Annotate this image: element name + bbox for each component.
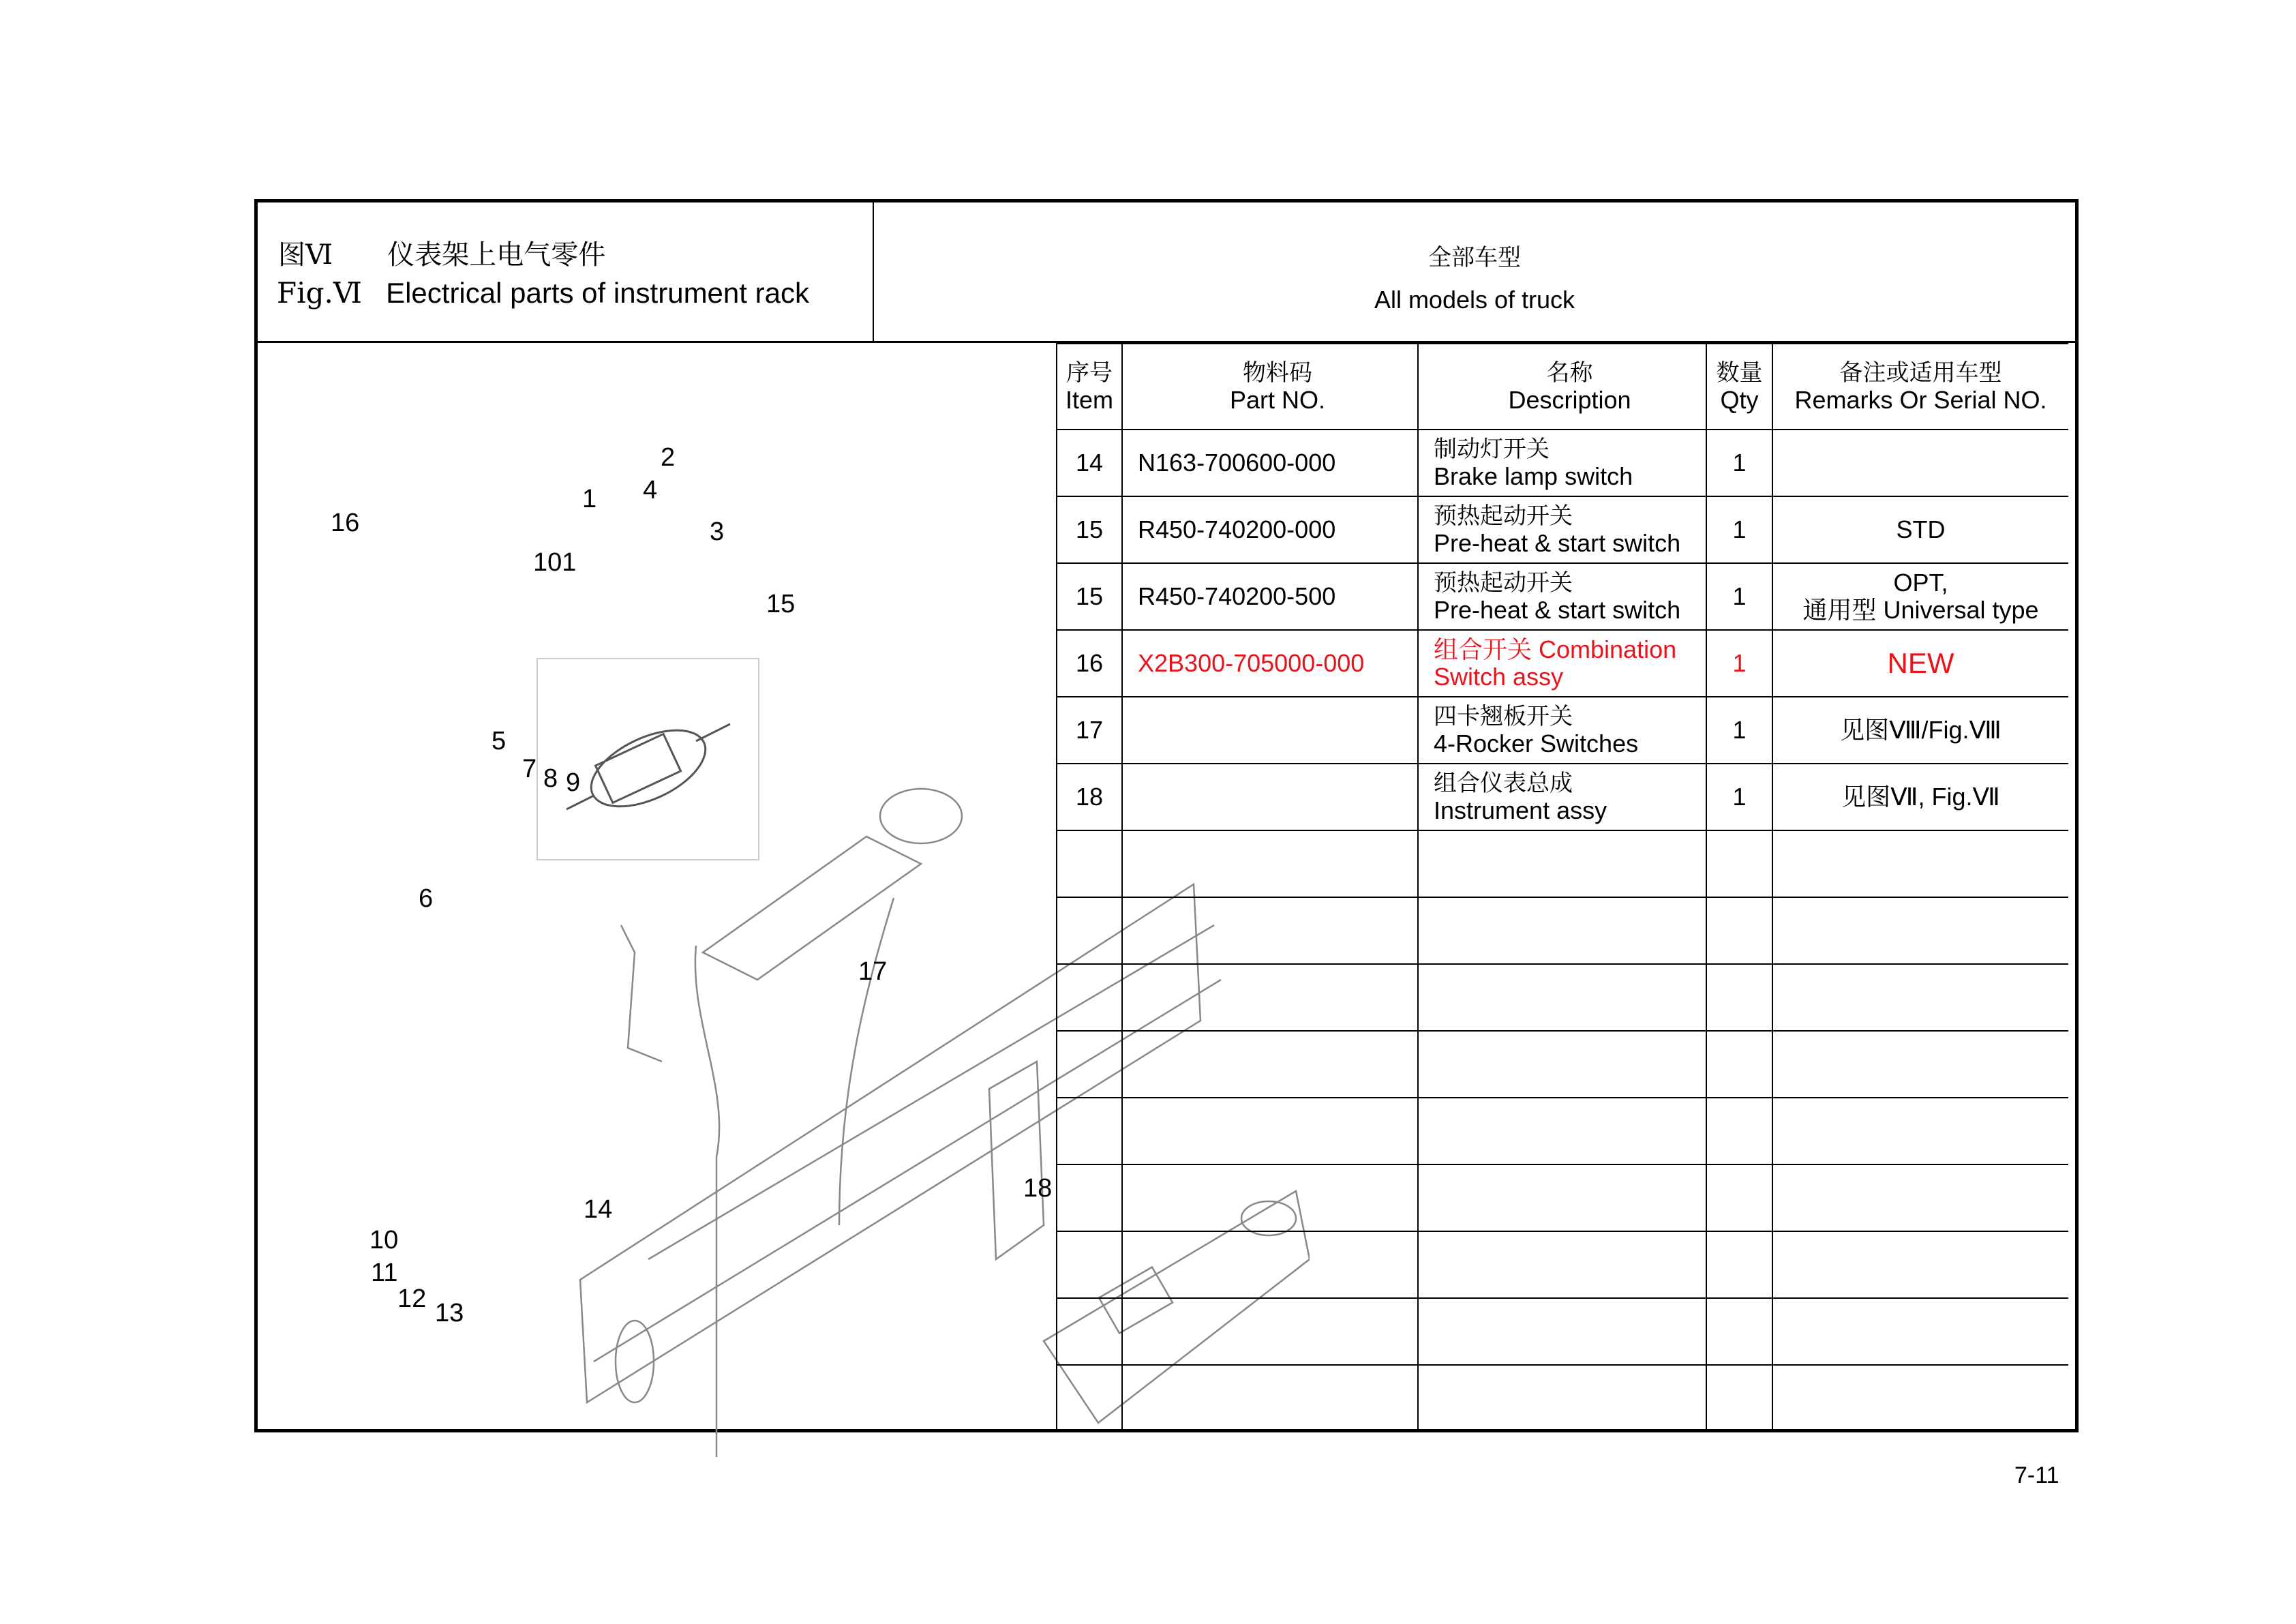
item-cell: 14: [1057, 430, 1122, 496]
empty-row: [1057, 1298, 2068, 1365]
table-row: [1057, 764, 2068, 830]
callout-5: 5: [492, 727, 507, 755]
empty-row: [1057, 1231, 2068, 1298]
callout-15: 15: [766, 590, 796, 618]
callout-6: 6: [419, 884, 434, 913]
empty-row: [1057, 1164, 2068, 1231]
remarks-cell: 见图Ⅶ, Fig.Ⅶ: [1772, 764, 2068, 830]
callout-14: 14: [584, 1195, 613, 1224]
table-row: [1057, 563, 2068, 630]
callout-11: 11: [371, 1259, 398, 1287]
callout-3: 3: [710, 517, 725, 546]
column-header: 名称 Description: [1418, 344, 1706, 430]
inset-box: [537, 659, 759, 860]
description-cell: 组合开关 Combination Switch assy: [1418, 630, 1706, 697]
empty-row: [1057, 830, 2068, 897]
callout-18: 18: [1023, 1174, 1053, 1203]
part-number-cell: R450-740200-000: [1122, 496, 1418, 563]
table-row: [1057, 496, 2068, 563]
part-number-cell: X2B300-705000-000: [1122, 630, 1418, 697]
item-cell: 16: [1057, 630, 1122, 697]
callout-4: 4: [643, 476, 658, 505]
remarks-cell: NEW: [1772, 630, 2068, 697]
parts-table: [1056, 343, 2068, 1431]
description-cell: 四卡翘板开关 4-Rocker Switches: [1418, 697, 1706, 764]
qty-cell: 1: [1706, 764, 1772, 830]
table-header: [1057, 344, 2068, 430]
callout-8: 8: [543, 764, 558, 793]
item-cell: 18: [1057, 764, 1122, 830]
description-cell: 组合仪表总成 Instrument assy: [1418, 764, 1706, 830]
catalog-frame: [254, 199, 2079, 1432]
column-header: 数量 Qty: [1706, 344, 1772, 430]
callout-7: 7: [522, 755, 537, 783]
part-number-cell: R450-740200-500: [1122, 563, 1418, 630]
remarks-cell: STD: [1772, 496, 2068, 563]
part-number-cell: N163-700600-000: [1122, 430, 1418, 496]
callout-17: 17: [858, 957, 888, 986]
qty-cell: 1: [1706, 697, 1772, 764]
callout-9: 9: [566, 768, 581, 797]
table-row: [1057, 430, 2068, 496]
figure-title-cn: 图Ⅵ 仪表架上电气零件: [278, 239, 606, 271]
empty-row: [1057, 1031, 2068, 1098]
column-header: 序号 Item: [1057, 344, 1122, 430]
callout-2: 2: [661, 443, 676, 472]
remarks-cell: [1772, 430, 2068, 496]
empty-row: [1057, 1365, 2068, 1431]
callout-1: 1: [582, 485, 597, 513]
description-cell: 预热起动开关 Pre-heat & start switch: [1418, 496, 1706, 563]
applicable-models: 全部车型 All models of truck: [1374, 244, 1575, 314]
item-cell: 17: [1057, 697, 1122, 764]
column-header: 备注或适用车型 Remarks Or Serial NO.: [1772, 344, 2068, 430]
qty-cell: 1: [1706, 430, 1772, 496]
part-number-cell: [1122, 697, 1418, 764]
callout-13: 13: [435, 1299, 464, 1327]
qty-cell: 1: [1706, 630, 1772, 697]
description-cell: 预热起动开关 Pre-heat & start switch: [1418, 563, 1706, 630]
table-row: [1057, 697, 2068, 764]
empty-row: [1057, 897, 2068, 964]
callout-12: 12: [397, 1284, 427, 1313]
qty-cell: 1: [1706, 563, 1772, 630]
column-header: 物料码 Part NO.: [1122, 344, 1418, 430]
description-cell: 制动灯开关 Brake lamp switch: [1418, 430, 1706, 496]
callout-101: 101: [533, 548, 577, 577]
table-row: [1057, 630, 2068, 697]
page-number: 7-11: [2014, 1462, 2059, 1488]
figure-title-en: Fig.Ⅵ Electrical parts of instrument rack: [277, 276, 809, 310]
item-cell: 15: [1057, 496, 1122, 563]
remarks-cell: 见图Ⅷ/Fig.Ⅷ: [1772, 697, 2068, 764]
part-number-cell: [1122, 764, 1418, 830]
remarks-cell: OPT, 通用型 Universal type: [1772, 563, 2068, 630]
combination-switch-illustration: [567, 715, 730, 822]
empty-row: [1057, 1098, 2068, 1164]
callout-16: 16: [331, 509, 360, 537]
callout-10: 10: [369, 1226, 399, 1254]
qty-cell: 1: [1706, 496, 1772, 563]
item-cell: 15: [1057, 563, 1122, 630]
empty-row: [1057, 964, 2068, 1031]
